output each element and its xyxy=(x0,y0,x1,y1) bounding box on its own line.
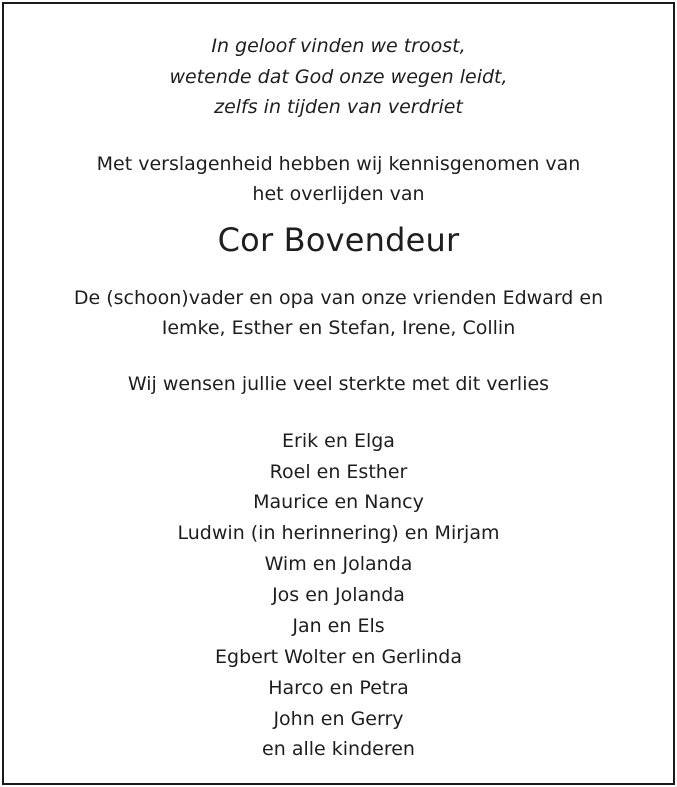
verse-line-1: In geloof vinden we troost, xyxy=(211,35,466,57)
signatory-5: Wim en Jolanda xyxy=(264,553,413,575)
intro-line-1: Met verslagenheid hebben wij kennisgenomen van xyxy=(96,153,581,175)
verse-line-2: wetende dat God onze wegen leidt, xyxy=(169,66,508,88)
relation-line-1: De (schoon)vader en opa van onze vrienden Edward en xyxy=(73,287,604,309)
signatory-7: Jan en Els xyxy=(292,615,385,637)
signatory-10: John en Gerry xyxy=(273,708,404,730)
signatory-2: Roel en Esther xyxy=(269,461,408,483)
intro-line-2: het overlijden van xyxy=(252,183,425,205)
relation-line-2: Iemke, Esther en Stefan, Irene, Collin xyxy=(161,317,516,339)
signatory-3: Maurice en Nancy xyxy=(253,491,424,513)
signatory-11: en alle kinderen xyxy=(262,738,415,760)
signatory-6: Jos en Jolanda xyxy=(272,584,405,606)
signatory-8: Egbert Wolter en Gerlinda xyxy=(215,646,462,668)
signatory-9: Harco en Petra xyxy=(268,677,409,699)
verse-line-3: zelfs in tijden van verdriet xyxy=(214,96,463,118)
signatory-1: Erik en Elga xyxy=(282,430,395,452)
notice-frame xyxy=(2,2,675,785)
wish-text: Wij wensen jullie veel sterkte met dit verlies xyxy=(127,373,550,395)
signatory-4: Ludwin (in herinnering) en Mirjam xyxy=(177,522,500,544)
deceased-name: Cor Bovendeur xyxy=(217,221,460,259)
